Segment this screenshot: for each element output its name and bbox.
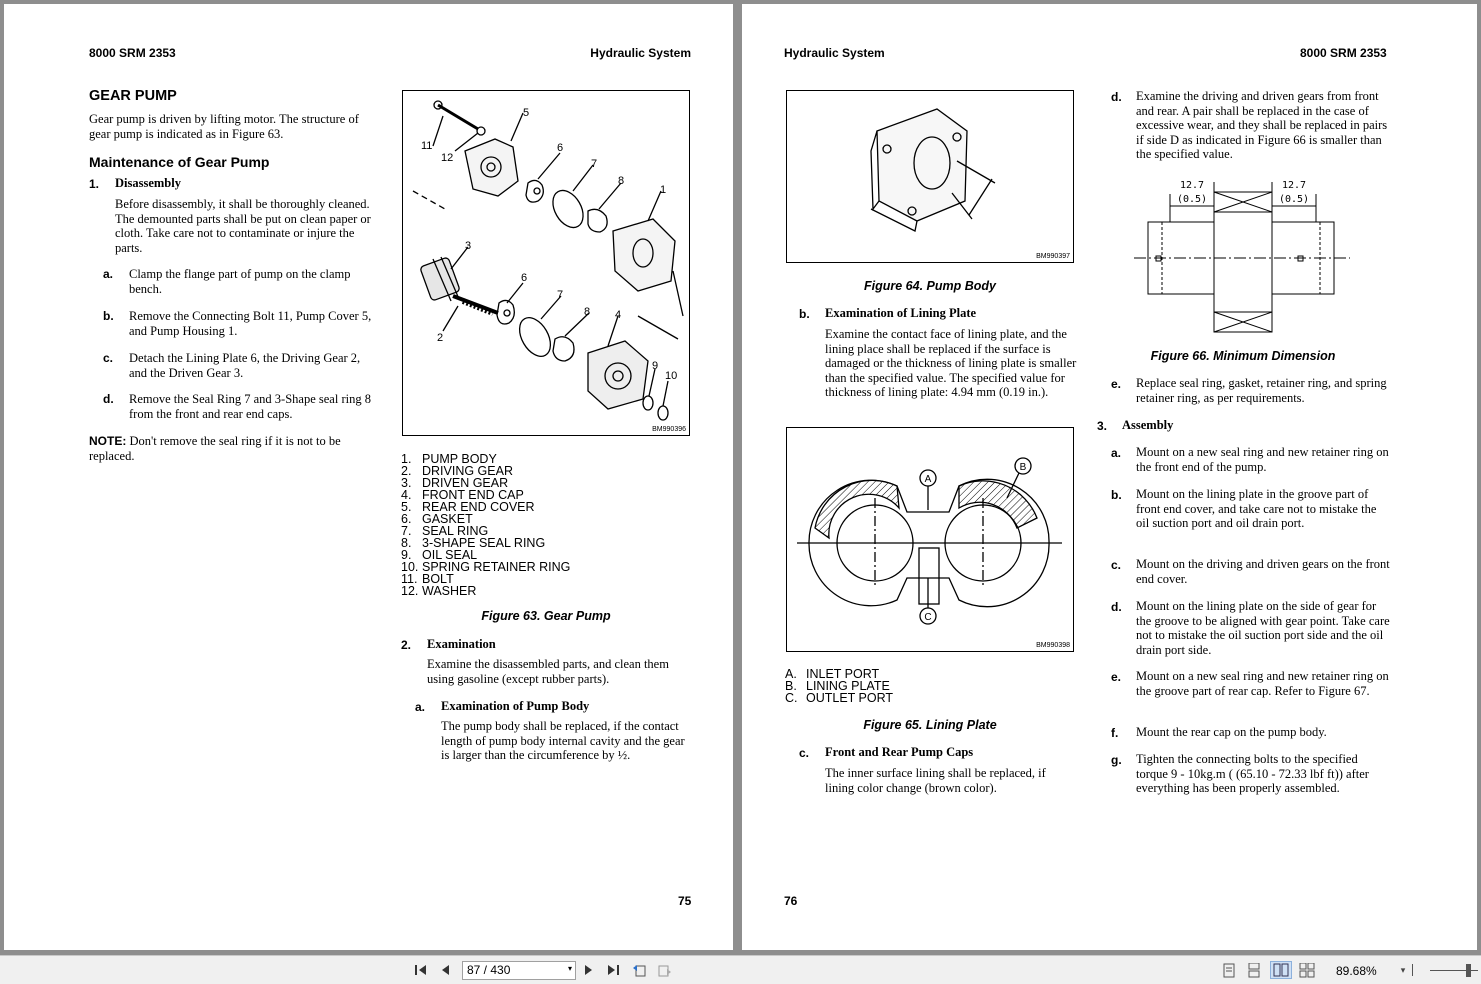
list-item: 6. GASKET [401, 512, 473, 526]
single-page-icon[interactable] [1220, 961, 1238, 979]
list-item: 10. SPRING RETAINER RING [401, 560, 571, 574]
header-right: Hydraulic System [590, 46, 691, 60]
page-number-field[interactable] [462, 961, 576, 980]
callout: 7 [557, 289, 564, 301]
parts-list [401, 453, 570, 597]
list-item: 5. REAR END COVER [401, 500, 535, 514]
figure-65-lining-plate [786, 427, 1074, 652]
list-item: 12. WASHER [401, 584, 477, 598]
item-text: Mount on the lining plate on the side of gear for the groove to be aligned with gear point. Take care not to mistake the oil suction port side and the oil drain port side. [1136, 599, 1390, 657]
item-letter: b. [103, 309, 114, 323]
callout: 5 [523, 107, 530, 119]
callout: 8 [584, 306, 591, 318]
zoom-level: 89.68% [1336, 964, 1377, 978]
subsection-text: Examine the driving and driven gears from front and rear. A pair shall be replaced in the case of excessive wear, and they shall be replaced in pairs if side D as indicated in Figure 66 is smaller than the specified value. [1136, 89, 1388, 161]
maintenance-heading: Maintenance of Gear Pump [89, 154, 270, 170]
dim-label: 12.7 [1281, 180, 1307, 191]
figure-id: BM990396 [652, 426, 686, 433]
figure-id: BM990397 [1036, 253, 1070, 260]
pump-body-diagram [787, 91, 1072, 261]
next-view-icon[interactable] [656, 961, 674, 979]
figure-64-caption: Figure 64. Pump Body [864, 279, 996, 293]
callout: 2 [437, 332, 444, 344]
page-indicator: 87 / 430 [467, 963, 511, 977]
page-number: 76 [784, 894, 798, 908]
last-page-icon[interactable] [604, 961, 622, 979]
figure-66-minimum-dimension [1130, 172, 1354, 342]
header-left: 8000 SRM 2353 [89, 46, 176, 60]
subsection-label: Examination of Pump Body [441, 699, 590, 713]
intro-text: Gear pump is driven by lifting motor. The structure of gear pump is indicated as in Figure 63. [89, 112, 359, 141]
item-text: Mount on a new seal ring and new retainer ring on the front end of the pump. [1136, 445, 1389, 474]
item-text: Mount on the driving and driven gears on the front end cover. [1136, 557, 1390, 586]
callout: 4 [615, 309, 622, 321]
item-text: Detach the Lining Plate 6, the Driving Gear 2, and the Driven Gear 3. [129, 351, 361, 380]
item-letter: c. [799, 746, 810, 760]
item-letter: b. [799, 307, 810, 321]
section-title: GEAR PUMP [89, 88, 177, 104]
note-text: Don't remove the seal ring if it is not to be replaced. [89, 434, 341, 463]
dim-label: (0.5) [1176, 194, 1208, 205]
list-item: A. INLET PORT [785, 667, 880, 681]
label-b: B [1019, 462, 1027, 473]
step-label: Examination [427, 637, 496, 651]
chevron-down-icon: ▾ [567, 964, 572, 973]
first-page-icon[interactable] [412, 961, 430, 979]
next-page-icon[interactable] [580, 961, 598, 979]
item-letter: a. [103, 267, 114, 281]
continuous-icon[interactable] [1245, 961, 1263, 979]
list-item: 9. OIL SEAL [401, 548, 478, 562]
item-letter: a. [415, 700, 426, 714]
item-text: Tighten the connecting bolts to the specified torque 9 - 10kg.m ( (65.10 - 72.33 lbf ft)) after everything has been properly assembled. [1136, 752, 1369, 795]
list-item: 8. 3-SHAPE SEAL RING [401, 536, 546, 550]
zoom-out-icon[interactable] [1412, 964, 1418, 976]
prev-view-icon[interactable] [630, 961, 648, 979]
zoom-dropdown-icon[interactable]: ▾ [1400, 964, 1406, 975]
step-text: Before disassembly, it shall be thoroughly cleaned. The demounted parts shall be put on clean paper or cloth. Take care not to contaminate or injure the parts. [115, 197, 371, 255]
item-letter: f. [1111, 726, 1119, 740]
subsection-label: Front and Rear Pump Caps [825, 745, 974, 759]
left-page [4, 4, 733, 950]
list-item: 4. FRONT END CAP [401, 488, 524, 502]
item-letter: d. [1111, 90, 1122, 104]
subsection-text: The inner surface lining shall be replaced, if lining color change (brown color). [825, 766, 1046, 795]
gear-pump-exploded-diagram [403, 91, 688, 434]
item-letter: a. [1111, 446, 1122, 460]
step-label: Disassembly [115, 176, 181, 190]
list-item: B. LINING PLATE [785, 679, 890, 693]
list-item: 11. BOLT [401, 572, 454, 586]
zoom-slider-handle[interactable] [1466, 964, 1471, 977]
figure-65-caption: Figure 65. Lining Plate [863, 718, 997, 732]
callout: 8 [618, 175, 625, 187]
subsection-text: Replace seal ring, gasket, retainer ring, and spring retainer ring, as per requirements. [1136, 376, 1387, 405]
callout: 9 [652, 360, 659, 372]
item-letter: c. [1111, 558, 1122, 572]
figure-66-caption: Figure 66. Minimum Dimension [1150, 349, 1336, 363]
two-page-icon[interactable] [1270, 961, 1292, 979]
step-number: 3. [1097, 419, 1108, 433]
callout: 6 [557, 142, 564, 154]
item-text: Clamp the flange part of pump on the clamp bench. [129, 267, 351, 296]
step-text: Examine the disassembled parts, and clean them using gasoline (except rubber parts). [427, 657, 669, 686]
callout: 7 [591, 158, 598, 170]
label-c: C [924, 612, 932, 623]
note-label: NOTE: [89, 434, 127, 448]
right-page [742, 4, 1477, 950]
callout: 10 [665, 370, 678, 382]
callout: 1 [660, 184, 667, 196]
item-text: Mount on the lining plate in the groove part of front end cover, and take care not to mistake the oil suction port and oil drain port. [1136, 487, 1377, 530]
item-letter: g. [1111, 753, 1122, 767]
figure-id: BM990398 [1036, 642, 1070, 649]
list-item: 2. DRIVING GEAR [401, 464, 513, 478]
step-label: Assembly [1122, 418, 1174, 432]
note [89, 434, 379, 463]
step-number: 1. [89, 177, 100, 191]
lining-plate-diagram [787, 428, 1072, 650]
dim-label: (0.5) [1278, 194, 1310, 205]
callout: 6 [521, 272, 528, 284]
step-number: 2. [401, 638, 412, 652]
item-text: Mount the rear cap on the pump body. [1136, 725, 1327, 739]
callout: 3 [465, 240, 472, 252]
dim-label: 12.7 [1179, 180, 1205, 191]
item-letter: e. [1111, 670, 1122, 684]
list-item: 3. DRIVEN GEAR [401, 476, 509, 490]
subsection-label: Examination of Lining Plate [825, 306, 977, 320]
two-page-continuous-icon[interactable] [1298, 961, 1316, 979]
viewer-toolbar [0, 955, 1481, 984]
item-letter: e. [1111, 377, 1122, 391]
subsection-text: The pump body shall be replaced, if the contact length of pump body internal cavity and the gear is larger than the circumference by ½. [441, 719, 685, 762]
page-number: 75 [678, 894, 692, 908]
figure-63-caption: Figure 63. Gear Pump [481, 609, 611, 623]
figure-63-gear-pump [402, 90, 690, 436]
item-letter: d. [1111, 600, 1122, 614]
item-letter: b. [1111, 488, 1122, 502]
label-a: A [924, 474, 932, 485]
header-right: 8000 SRM 2353 [1300, 46, 1387, 60]
list-item: C. OUTLET PORT [785, 691, 894, 705]
item-letter: d. [103, 392, 114, 406]
item-letter: c. [103, 351, 114, 365]
fig65-legend [785, 668, 893, 704]
figure-64-pump-body [786, 90, 1074, 263]
list-item: 1. PUMP BODY [401, 452, 497, 466]
prev-page-icon[interactable] [436, 961, 454, 979]
item-text: Mount on a new seal ring and new retainer ring on the groove part of rear cap. Refer to Figure 67. [1136, 669, 1389, 698]
item-text: Remove the Connecting Bolt 11, Pump Cover 5, and Pump Housing 1. [129, 309, 372, 338]
callout: 11 [421, 140, 433, 152]
list-item: 7. SEAL RING [401, 524, 489, 538]
callout: 12 [441, 152, 454, 164]
subsection-text: Examine the contact face of lining plate, and the lining place shall be replaced if the surface is damaged or the thickness of lining plate is smaller than the specified value. The specified value for thickness of lining plate: 4.94 mm (0.19 in.). [825, 327, 1077, 399]
item-text: Remove the Seal Ring 7 and 3-Shape seal ring 8 from the front and rear end caps. [129, 392, 371, 421]
header-left: Hydraulic System [784, 46, 885, 60]
